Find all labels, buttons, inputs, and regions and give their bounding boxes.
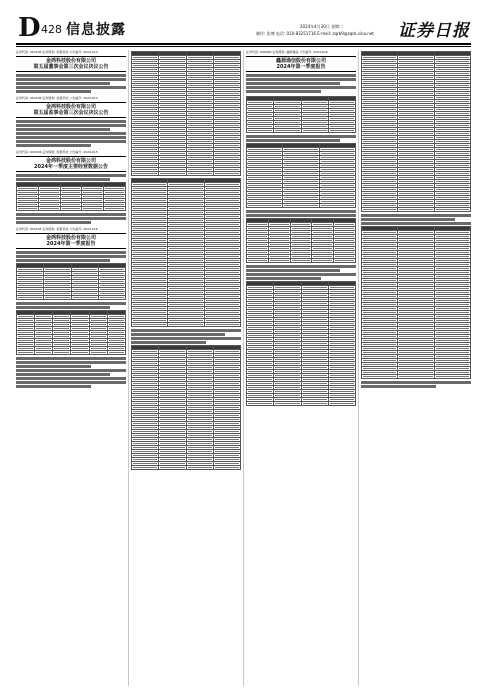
text-line: [16, 361, 126, 364]
text-line: [16, 251, 126, 254]
notice-code-line: 证券代码: 603106 证券简称: 恒银科技 公告编号: 2024-013: [16, 50, 98, 54]
column-divider: [243, 50, 244, 686]
notice-headline: 2024年一季度主要经营数据公告: [34, 164, 108, 170]
text-line: [246, 273, 356, 276]
text-line: [246, 210, 356, 213]
text-line: [16, 132, 126, 135]
text-line: [16, 74, 126, 77]
text-line: [131, 329, 241, 332]
contact-line: 制作: 张博 电话: 010-83251716 E-mail: zqrb9@zqrb.sina.net: [256, 31, 374, 36]
text-line: [246, 86, 356, 89]
notice-supervisory-resolution: [16, 96, 126, 147]
text-line: [16, 140, 126, 143]
column-4: [361, 50, 471, 688]
page-number: 428: [41, 23, 62, 36]
text-line: [246, 139, 340, 142]
text-line: [16, 357, 126, 360]
publication-date: 2024年4月30日 星期二: [300, 24, 344, 29]
data-table: [16, 263, 126, 300]
text-line: [16, 377, 126, 380]
text-line: [246, 74, 356, 77]
text-line: [246, 269, 340, 272]
text-line: [16, 90, 91, 93]
data-table: [16, 310, 126, 355]
text-line: [16, 385, 91, 388]
text-line: [361, 381, 471, 384]
data-table: [246, 281, 356, 406]
text-line: [16, 369, 126, 372]
notice-code-line: 证券代码: 000000 证券简称: 鑫源通信 公告编号: 2024-020: [246, 50, 328, 54]
notice-code-line: 证券代码: 603106 证券简称: 恒银科技 公告编号: 2024-014: [16, 96, 98, 100]
column-divider: [128, 50, 129, 686]
text-line: [16, 259, 110, 262]
notice-headline: 2024年第一季度报告: [46, 241, 96, 247]
financial-table: [361, 51, 471, 212]
masthead-rule: [16, 43, 471, 45]
column-1: [16, 50, 126, 688]
data-table: [16, 182, 126, 211]
notice-quarterly-report-2: [246, 50, 356, 93]
text-line: [16, 365, 91, 368]
financial-table: [361, 226, 471, 379]
text-line: [246, 265, 356, 268]
text-line: [246, 135, 356, 138]
notice-board-resolution: [16, 50, 126, 93]
page-letter: D: [18, 13, 41, 43]
text-line: [16, 82, 110, 85]
newspaper-logo: 证券日报: [398, 21, 470, 41]
notice-title-box: [16, 102, 126, 118]
text-line: [16, 381, 126, 384]
masthead: [0, 0, 484, 44]
text-line: [246, 214, 356, 217]
text-line: [16, 255, 126, 258]
text-line: [131, 337, 241, 340]
text-line: [131, 341, 206, 344]
notice-title-box: [246, 56, 356, 72]
text-line: [246, 277, 321, 280]
text-line: [16, 124, 126, 127]
data-table: [246, 143, 356, 208]
data-table: [246, 218, 356, 263]
notice-company: 金鸿科技股份有限公司: [45, 104, 96, 110]
text-line: [16, 221, 91, 224]
text-line: [16, 120, 126, 123]
notice-code-line: 证券代码: 603106 证券简称: 恒银科技 公告编号: 2024-016: [16, 227, 98, 231]
notice-company: 金鸿科技股份有限公司: [45, 235, 96, 241]
section-title: 信息披露: [66, 22, 126, 38]
text-line: [361, 214, 471, 217]
notice-headline: 2024年第一季度报告: [276, 64, 326, 70]
notice-code-line: 证券代码: 603106 证券简称: 恒银科技 公告编号: 2024-015: [16, 150, 98, 154]
text-line: [246, 90, 321, 93]
notice-company: 金鸿科技股份有限公司: [45, 158, 96, 164]
text-line: [16, 128, 110, 131]
data-table: [246, 96, 356, 133]
notice-company: 鑫源通信股份有限公司: [275, 58, 326, 64]
text-line: [246, 78, 356, 81]
financial-table: [131, 51, 241, 176]
notice-quarterly-report: [16, 227, 126, 388]
notice-title-box: [16, 56, 126, 72]
column-3: [246, 50, 356, 688]
notice-title-box: [16, 233, 126, 249]
text-line: [246, 82, 340, 85]
text-line: [16, 373, 110, 376]
text-line: [361, 222, 471, 225]
notice-operating-data: [16, 150, 126, 224]
text-line: [16, 178, 110, 181]
notice-title-box: [16, 156, 126, 172]
text-line: [16, 302, 126, 305]
masthead-rule-thin: [16, 46, 471, 47]
notice-headline: 第五届监事会第三次会议决议公告: [33, 110, 109, 116]
column-2: [131, 50, 241, 688]
text-line: [16, 86, 126, 89]
text-line: [16, 213, 126, 216]
notice-headline: 第五届董事会第三次会议决议公告: [33, 64, 109, 70]
text-line: [16, 217, 126, 220]
text-line: [361, 218, 455, 221]
column-divider: [358, 50, 359, 686]
text-line: [16, 144, 91, 147]
financial-table: [131, 345, 241, 470]
text-line: [131, 333, 225, 336]
notice-company: 金鸿科技股份有限公司: [45, 58, 96, 64]
text-line: [16, 174, 126, 177]
financial-table: [131, 178, 241, 327]
text-line: [361, 385, 436, 388]
text-line: [16, 136, 126, 139]
text-line: [16, 78, 126, 81]
text-line: [16, 306, 110, 309]
